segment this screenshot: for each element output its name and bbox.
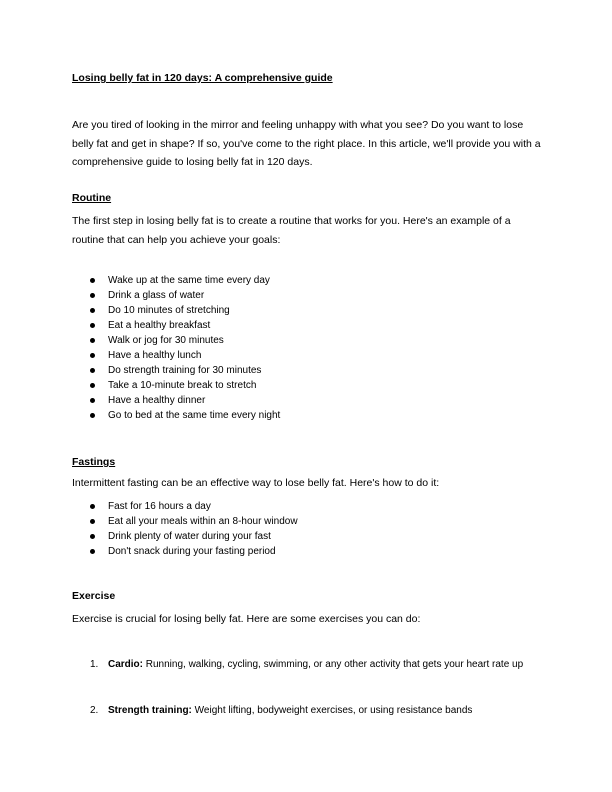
routine-heading: Routine: [72, 192, 112, 204]
intro-paragraph: Are you tired of looking in the mirror and feeling unhappy with what you see? Do you want to lose belly fat and get in shape? If so, you've come to the right place. In this article, we'll provide you with a comprehensive guide to losing belly fat in 120 days.: [72, 119, 541, 168]
list-item: Drink plenty of water during your fast: [72, 529, 298, 544]
bullet-icon: [90, 278, 95, 283]
list-item: Eat a healthy breakfast: [72, 318, 280, 333]
bullet-icon: [90, 549, 95, 554]
bullet-icon: [90, 519, 95, 524]
bullet-icon: [90, 353, 95, 358]
routine-paragraph: The first step in losing belly fat is to create a routine that works for you. Here's an example of a routine that can help you achieve your goals:: [72, 215, 511, 246]
list-item: [72, 658, 523, 672]
fastings-paragraph: Intermittent fasting can be an effective way to lose belly fat. Here's how to do it:: [72, 477, 440, 489]
fastings-heading: Fastings: [72, 456, 116, 468]
bullet-icon: [90, 338, 95, 343]
list-item: [72, 704, 472, 718]
list-item: Fast for 16 hours a day: [72, 499, 298, 514]
exercise-list-continued: [72, 704, 472, 718]
exercise-term: Cardio:: [108, 659, 143, 670]
list-item: Do 10 minutes of stretching: [72, 303, 280, 318]
list-item: Walk or jog for 30 minutes: [72, 333, 280, 348]
list-item: Go to bed at the same time every night: [72, 408, 280, 423]
exercise-list: [72, 658, 523, 672]
exercise-paragraph: Exercise is crucial for losing belly fat. Here are some exercises you can do:: [72, 613, 421, 625]
exercise-description: Weight lifting, bodyweight exercises, or using resistance bands: [191, 705, 473, 716]
list-number: 2.: [90, 705, 99, 716]
list-item: Take a 10-minute break to stretch: [72, 378, 280, 393]
list-item: Have a healthy dinner: [72, 393, 280, 408]
bullet-icon: [90, 293, 95, 298]
bullet-icon: [90, 398, 95, 403]
document-title: Losing belly fat in 120 days: A comprehensive guide: [72, 72, 333, 84]
list-item: Don't snack during your fasting period: [72, 544, 298, 559]
list-item: Drink a glass of water: [72, 288, 280, 303]
exercise-heading: Exercise: [72, 590, 116, 602]
list-number: 1.: [90, 659, 99, 670]
bullet-icon: [90, 534, 95, 539]
bullet-icon: [90, 383, 95, 388]
list-item: Eat all your meals within an 8-hour window: [72, 514, 298, 529]
exercise-term: Strength training:: [108, 705, 192, 716]
bullet-icon: [90, 308, 95, 313]
routine-list: [72, 273, 280, 423]
bullet-icon: [90, 413, 95, 418]
bullet-icon: [90, 323, 95, 328]
list-item: Do strength training for 30 minutes: [72, 363, 280, 378]
bullet-icon: [90, 504, 95, 509]
list-item: Have a healthy lunch: [72, 348, 280, 363]
bullet-icon: [90, 368, 95, 373]
list-item: Wake up at the same time every day: [72, 273, 280, 288]
fastings-list: [72, 499, 298, 559]
exercise-description: Running, walking, cycling, swimming, or any other activity that gets your heart rate up: [143, 659, 524, 670]
